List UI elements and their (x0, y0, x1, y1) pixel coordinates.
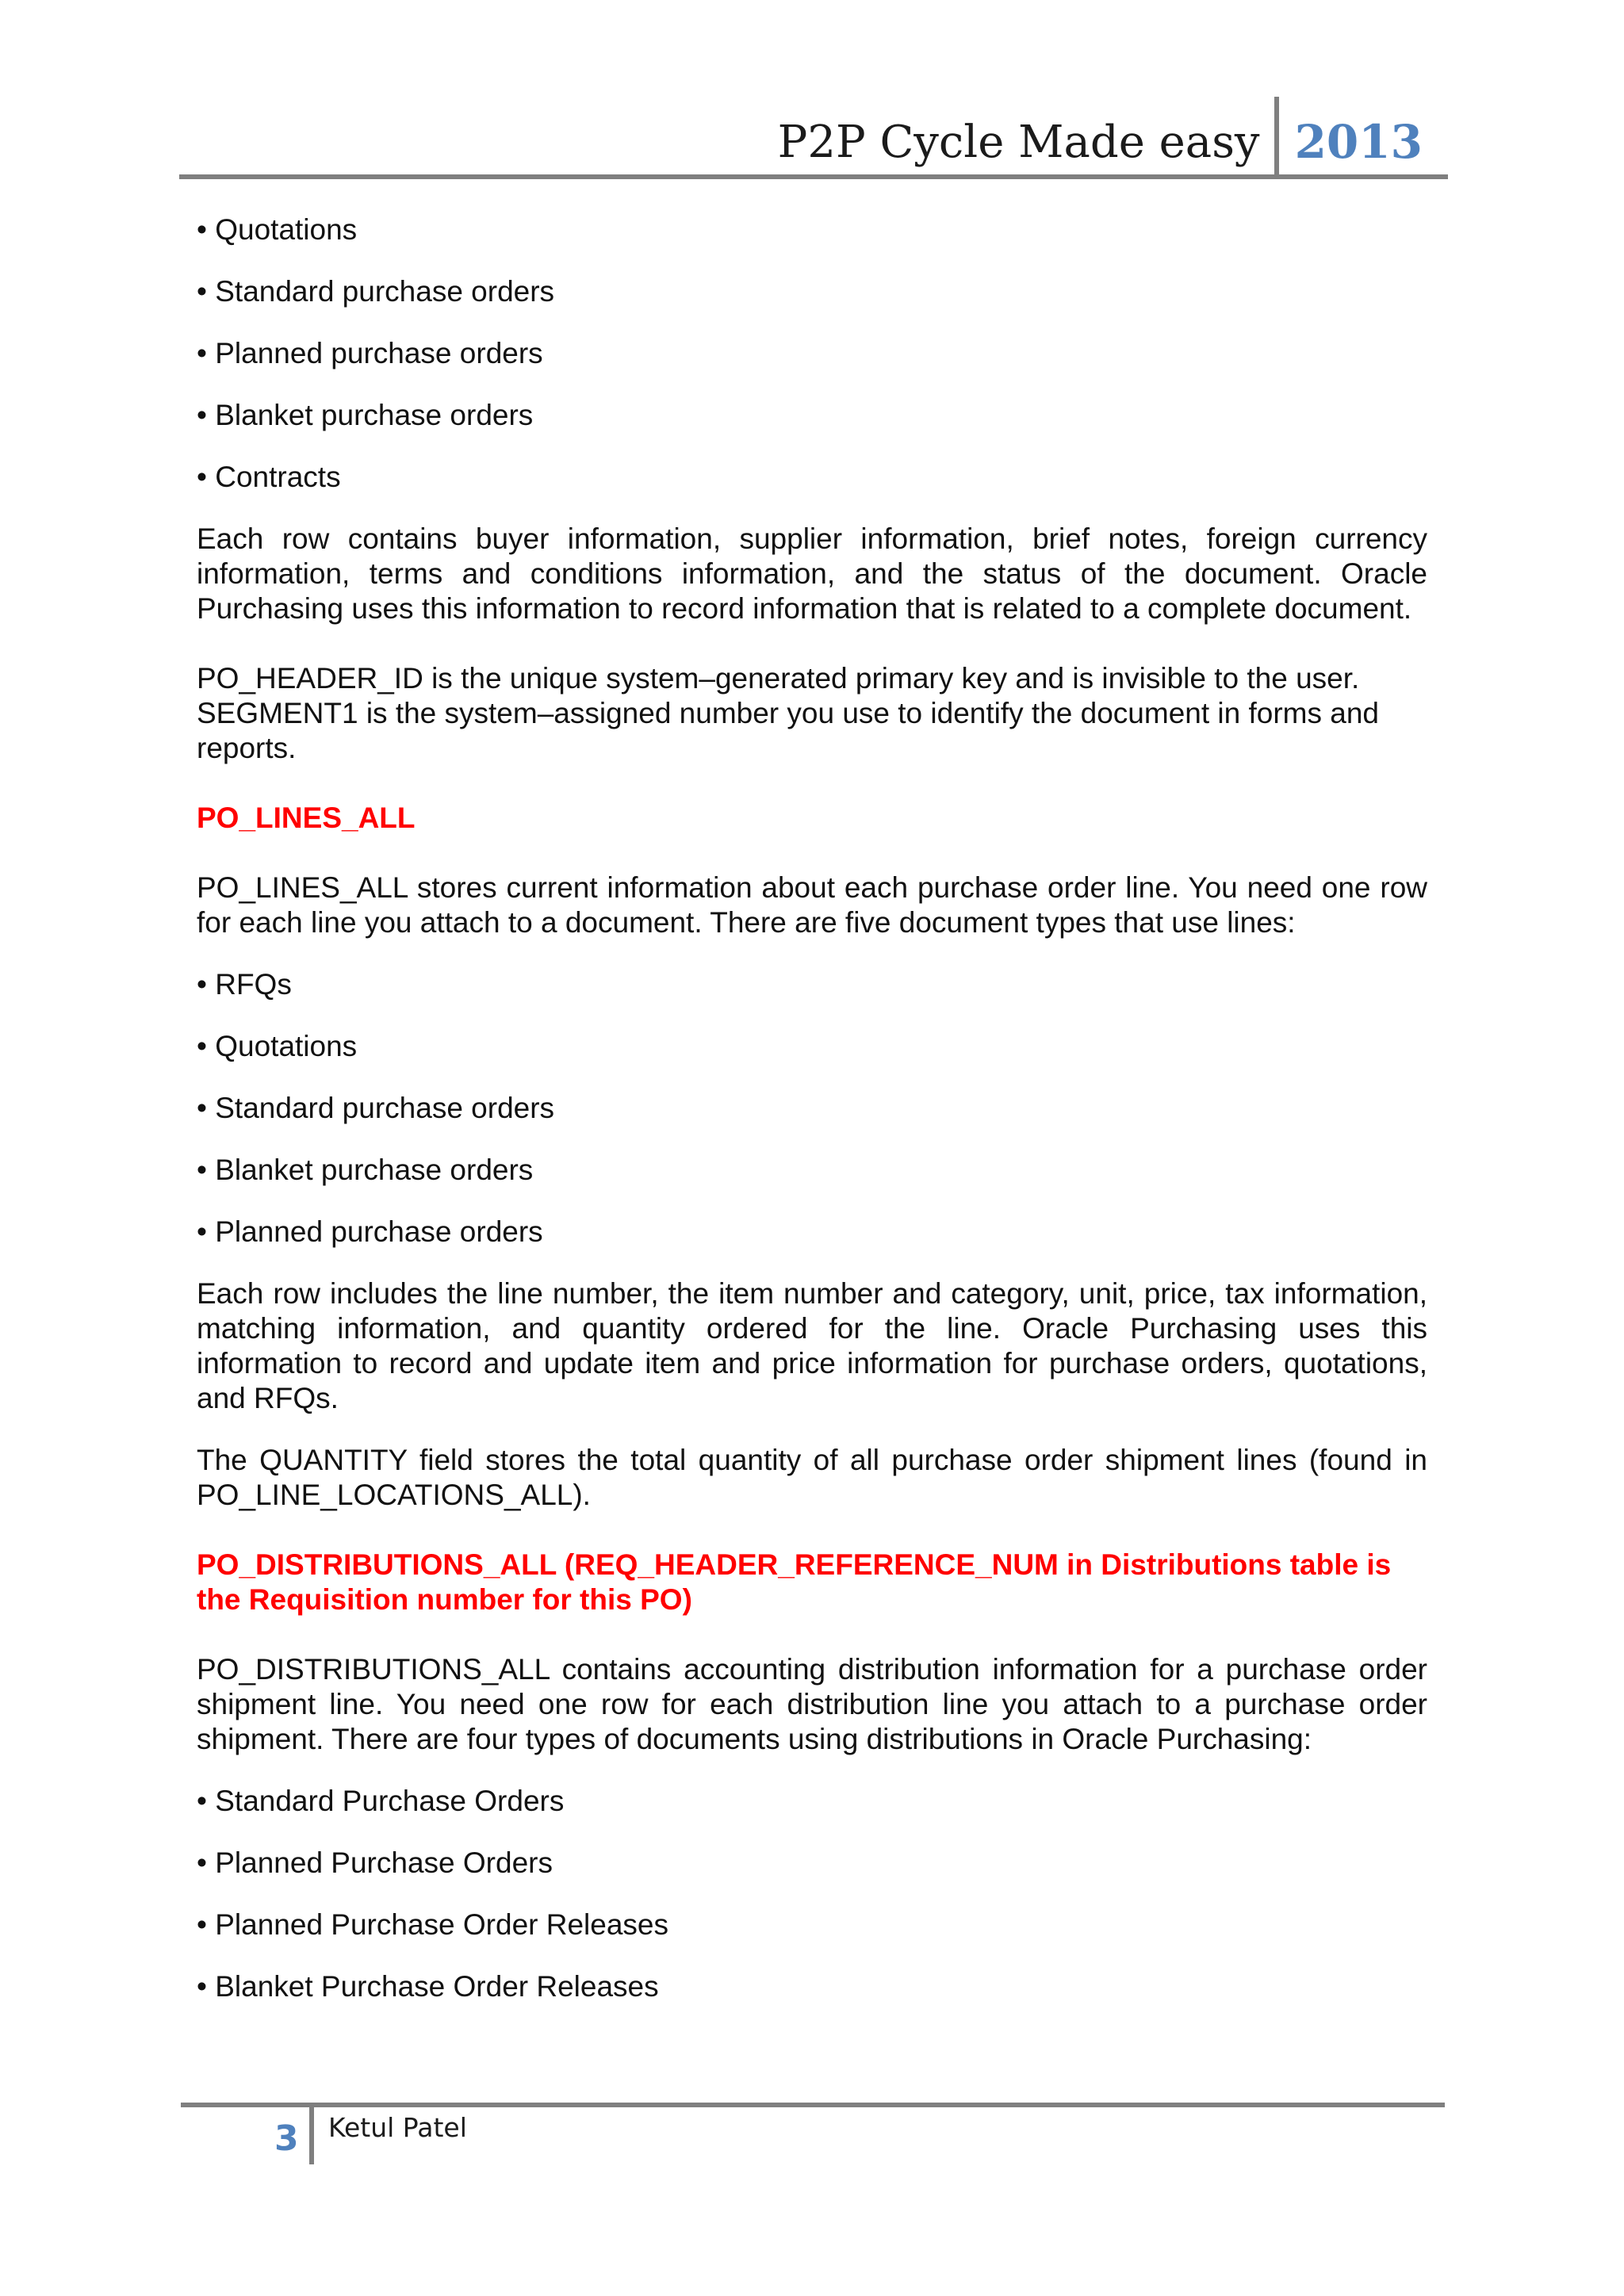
header-rule (179, 174, 1448, 179)
page-number: 3 (274, 2118, 299, 2159)
paragraph-distributions: PO_DISTRIBUTIONS_ALL contains accounting distribution information for a purchase order shipment line. You need one row for each distribution line you attach to a purchase order shipment. There are four types of documents using distributions in Oracle Purchasing: (197, 1653, 1427, 1755)
list-item: • Standard Purchase Orders (197, 1785, 565, 1817)
list-item: • Planned Purchase Orders (197, 1846, 553, 1879)
bullet-list-distribution-types (197, 1784, 1427, 2004)
list-item: • Blanket Purchase Order Releases (197, 1970, 659, 2003)
paragraph-header-id (197, 661, 1427, 766)
paragraph-lines-each-row: Each row includes the line number, the item number and category, unit, price, tax information, matching information, and quantity ordered for the line. Oracle Purchasing uses this information to record and update item and price information for purchase orders, quotations, and RFQs. (197, 1277, 1427, 1414)
document-body (197, 212, 1427, 2031)
list-item: • Planned purchase orders (197, 337, 543, 369)
bullet-list-header-types (197, 212, 1427, 495)
list-item: • Blanket purchase orders (197, 1154, 534, 1186)
paragraph-lines-intro: PO_LINES_ALL stores current information about each purchase order line. You need one row for each line you attach to a document. There are five document types that use lines: (197, 871, 1427, 939)
list-item: • Quotations (197, 1030, 358, 1062)
list-item: • Contracts (197, 461, 341, 493)
list-item: • Planned Purchase Order Releases (197, 1908, 668, 1941)
footer-author: Ketul Patel (328, 2112, 467, 2143)
header-title: P2P Cycle Made easy (777, 117, 1260, 168)
paragraph-headers-each-row: Each row contains buyer information, supplier information, brief notes, foreign currency information, terms and conditions information, and the status of the document. Oracle Purchasing uses this information to record information that is related to a complete document. (197, 522, 1427, 625)
list-item: • Planned purchase orders (197, 1215, 543, 1248)
paragraph-header-id-line1: PO_HEADER_ID is the unique system–generated primary key and is invisible to the user. (197, 662, 1360, 695)
footer-rule (181, 2103, 1445, 2107)
list-item: • Blanket purchase orders (197, 399, 534, 431)
list-item: • Standard purchase orders (197, 275, 555, 308)
paragraph-header-id-line2: SEGMENT1 is the system–assigned number you use to identify the document in forms and reports. (197, 697, 1380, 764)
list-item: • Quotations (197, 213, 358, 246)
list-item: • Standard purchase orders (197, 1092, 555, 1124)
bullet-list-line-types (197, 967, 1427, 1249)
footer-divider (309, 2107, 314, 2164)
section-heading-po-lines-all: PO_LINES_ALL (197, 802, 416, 834)
page-header (181, 94, 1446, 179)
list-item: • RFQs (197, 968, 292, 1001)
header-title-group (778, 94, 1446, 179)
header-year: 2013 (1294, 115, 1423, 169)
section-heading-po-distributions-all: PO_DISTRIBUTIONS_ALL (REQ_HEADER_REFERENCE_NUM in Distributions table is the Requisition number for this PO) (197, 1548, 1392, 1616)
paragraph-quantity: The QUANTITY field stores the total quantity of all purchase order shipment lines (found in PO_LINE_LOCATIONS_ALL). (197, 1444, 1427, 1511)
